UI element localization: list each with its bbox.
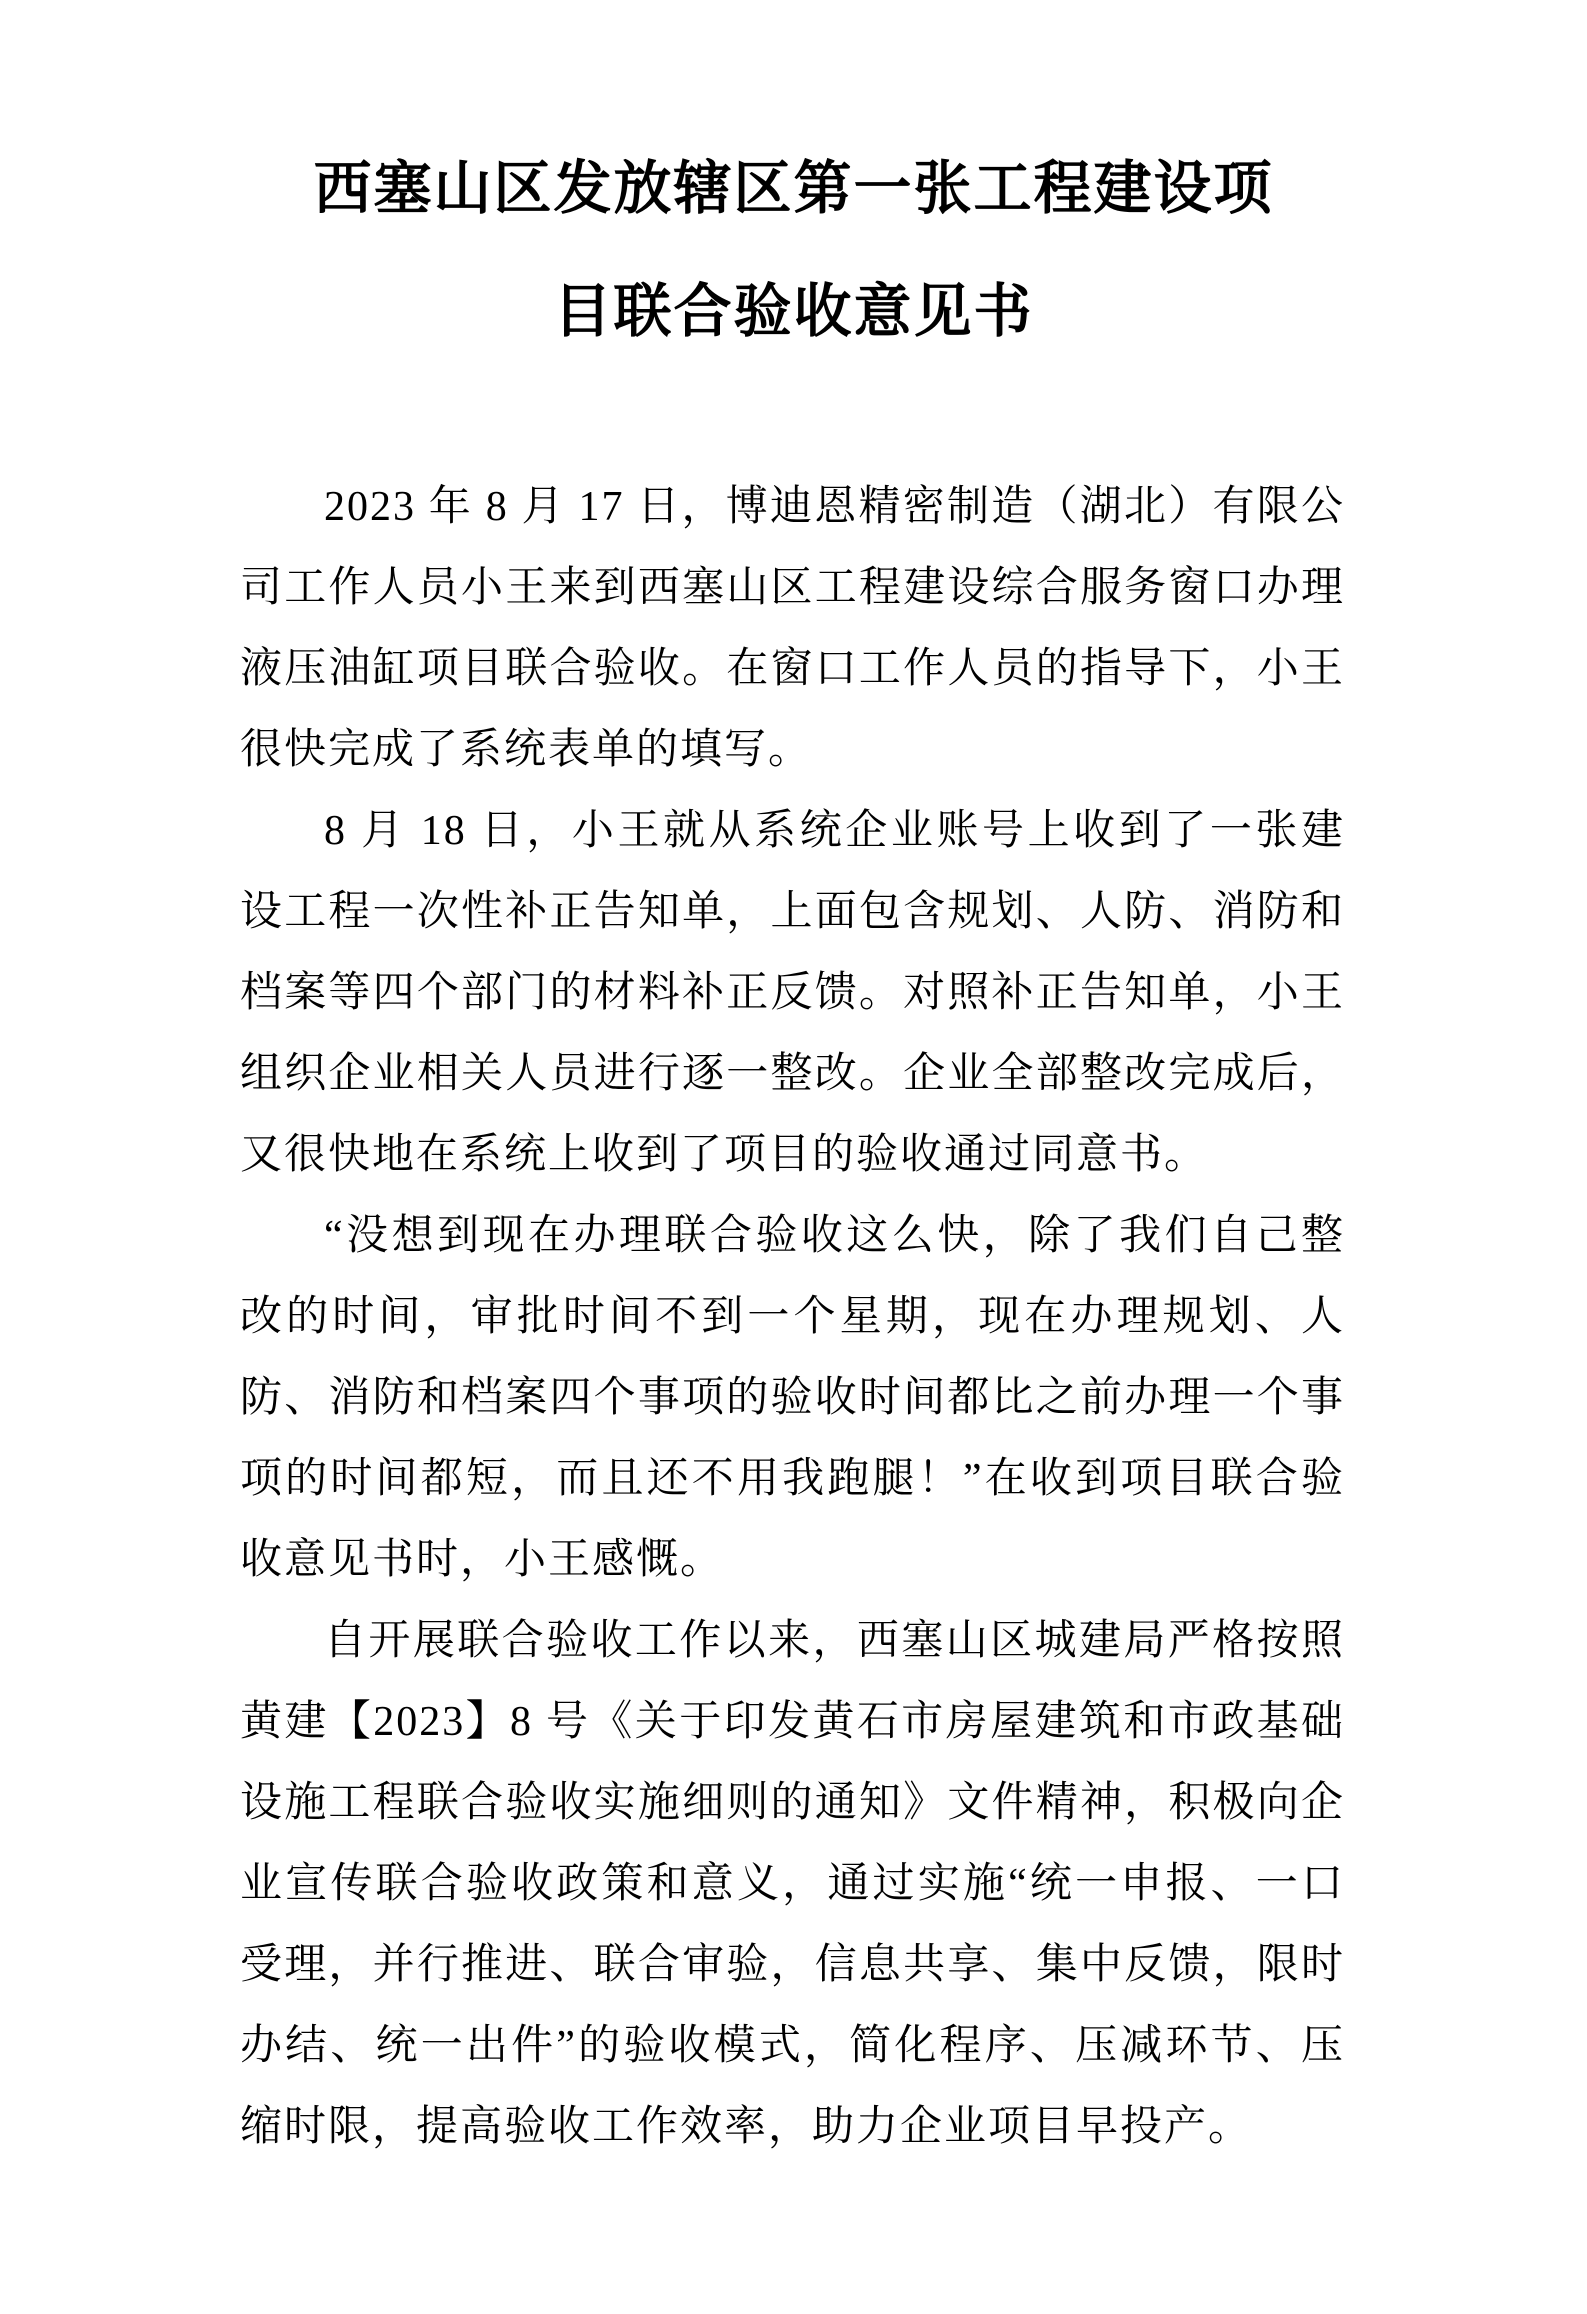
paragraph-1: 2023 年 8 月 17 日，博迪恩精密制造（湖北）有限公司工作人员小王来到西塞山区工程建设综合服务窗口办理液压油缸项目联合验收。在窗口工作人员的指导下，小王很快完成了系统表单的填写。 [240,484,1345,773]
paragraph-4: 自开展联合验收工作以来，西塞山区城建局严格按照黄建【2023】8 号《关于印发黄石市房屋建筑和市政基础设施工程联合验收实施细则的通知》文件精神，积极向企业宣传联合验收政策和意义，通过实施“统一申报、一口受理，并行推进、联合审验，信息共享、集中反馈，限时办结、统一出件”的验收模式，简化程序、压减环节、压缩时限，提高验收工作效率，助力企业项目早投产。 [240,1618,1345,2150]
paragraph-3: “没想到现在办理联合验收这么快，除了我们自己整改的时间，审批时间不到一个星期，现在办理规划、人防、消防和档案四个事项的验收时间都比之前办理一个事项的时间都短，而且还不用我跑腿！”在收到项目联合验收意见书时，小王感慨。 [240,1213,1345,1583]
paragraph-2: 8 月 18 日，小王就从系统企业账号上收到了一张建设工程一次性补正告知单，上面包含规划、人防、消防和档案等四个部门的材料补正反馈。对照补正告知单，小王组织企业相关人员进行逐一整改。企业全部整改完成后，又很快地在系统上收到了项目的验收通过同意书。 [240,808,1345,1178]
document-title-line-1: 西塞山区发放辖区第一张工程建设项 [313,156,1274,221]
document-body [240,467,1345,2168]
document-title-line-2: 目联合验收意见书 [553,279,1034,344]
document-title [0,0,1587,373]
